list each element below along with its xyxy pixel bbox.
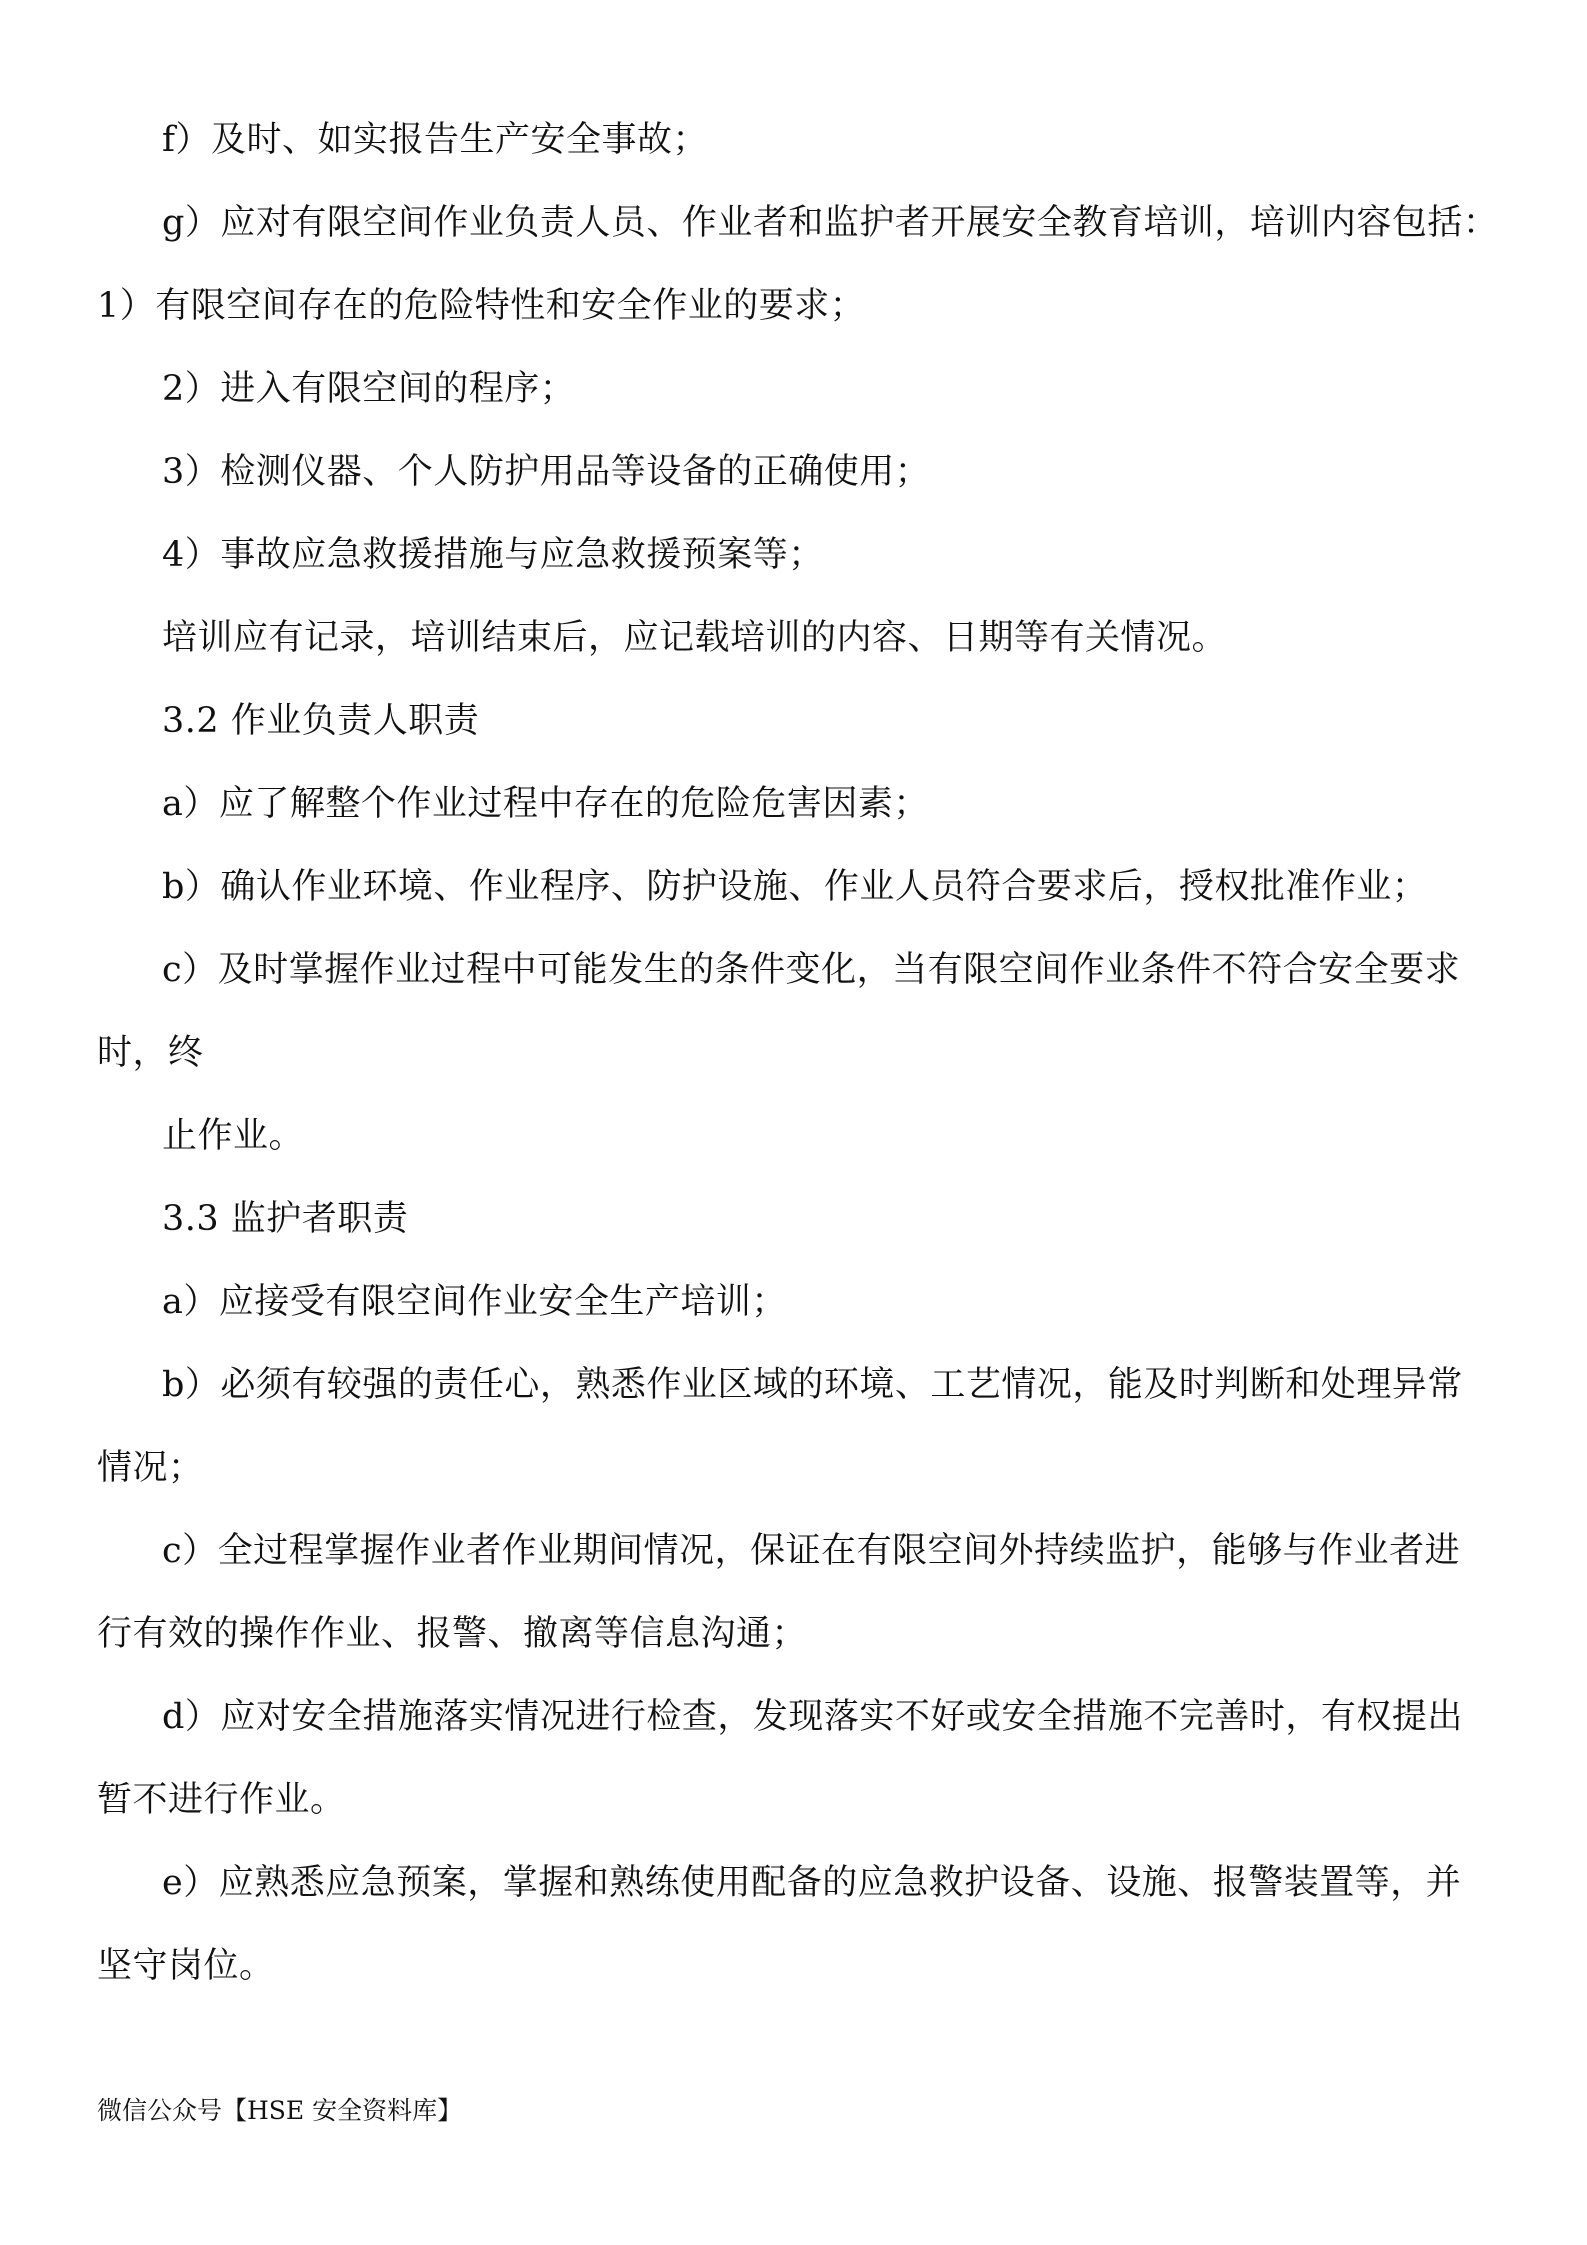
footer-source: 微信公众号【HSE 安全资料库】 bbox=[97, 2096, 463, 2125]
guardian-duty-a: a）应接受有限空间作业安全生产培训； bbox=[162, 1282, 787, 1322]
training-content-4: 4）事故应急救援措施与应急救援预案等； bbox=[162, 535, 824, 575]
training-content-2: 2）进入有限空间的程序； bbox=[162, 369, 576, 409]
training-content-1: 1）有限空间存在的危险特性和安全作业的要求； bbox=[97, 286, 866, 326]
guardian-duty-e-continued: 坚守岗位。 bbox=[97, 1946, 275, 1986]
leader-duty-a: a）应了解整个作业过程中存在的危险危害因素； bbox=[162, 784, 929, 824]
guardian-duty-d: d）应对安全措施落实情况进行检查，发现落实不好或安全措施不完善时，有权提出 bbox=[162, 1697, 1463, 1737]
leader-duty-c-end: 止作业。 bbox=[162, 1116, 305, 1156]
item-g-training: g）应对有限空间作业负责人员、作业者和监护者开展安全教育培训，培训内容包括： bbox=[162, 203, 1499, 243]
section-heading-3-2: 3.2 作业负责人职责 bbox=[162, 701, 480, 741]
guardian-duty-b-continued: 情况； bbox=[97, 1448, 204, 1488]
training-content-3: 3）检测仪器、个人防护用品等设备的正确使用； bbox=[162, 452, 931, 492]
leader-duty-b: b）确认作业环境、作业程序、防护设施、作业人员符合要求后，授权批准作业； bbox=[162, 867, 1428, 907]
leader-duty-c-continued: 时，终 bbox=[97, 1033, 204, 1073]
guardian-duty-d-continued: 暂不进行作业。 bbox=[97, 1780, 346, 1820]
guardian-duty-c: c）全过程掌握作业者作业期间情况，保证在有限空间外持续监护，能够与作业者进 bbox=[162, 1531, 1461, 1571]
guardian-duty-c-continued: 行有效的操作作业、报警、撤离等信息沟通； bbox=[97, 1614, 808, 1654]
leader-duty-c: c）及时掌握作业过程中可能发生的条件变化，当有限空间作业条件不符合安全要求 bbox=[162, 950, 1461, 990]
item-f-report-accidents: f）及时、如实报告生产安全事故； bbox=[162, 120, 708, 160]
training-record-note: 培训应有记录，培训结束后，应记载培训的内容、日期等有关情况。 bbox=[162, 618, 1228, 658]
guardian-duty-b: b）必须有较强的责任心，熟悉作业区域的环境、工艺情况，能及时判断和处理异常 bbox=[162, 1365, 1463, 1405]
guardian-duty-e: e）应熟悉应急预案，掌握和熟练使用配备的应急救护设备、设施、报警装置等，并 bbox=[162, 1863, 1462, 1903]
section-heading-3-3: 3.3 监护者职责 bbox=[162, 1199, 409, 1239]
